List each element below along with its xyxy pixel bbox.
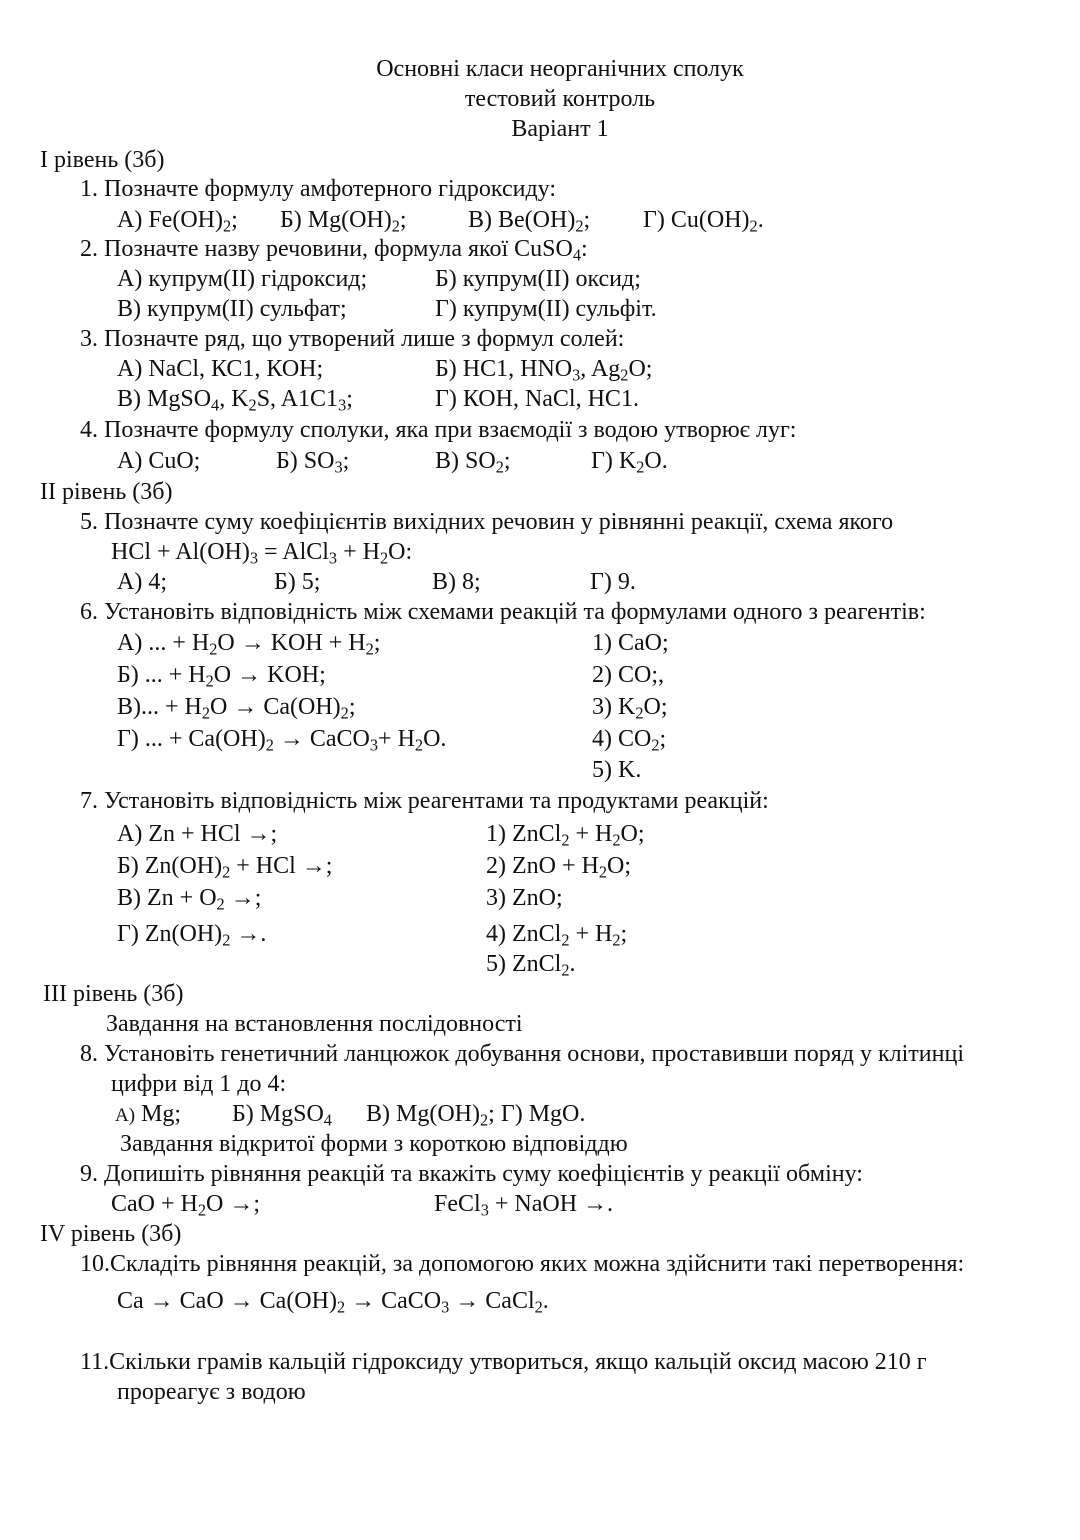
level-2-heading: ІІ рівень (3б) [40,479,173,505]
q1-option-a: А) $Fe(OH)_2$; [117,207,238,236]
question-number: 6. [80,599,98,625]
q6-right-2: 2) CO;, [592,662,664,688]
question-text: Позначте ряд, що утворений лише з формул солей: [104,326,625,352]
q7-right-4: 4) ZnCl$_2$ + $H_2$; [486,921,628,950]
question-9 [80,1162,863,1186]
question-text: Позначте суму коефіцієнтів вихідних речовин у рівнянні реакції, схема якого [104,509,894,535]
q1-option-b: Б) $Mg(OH)_2$; [280,207,407,236]
q2-option-d: Г) купрум(ІІ) сульфіт. [435,296,657,322]
q6-right-1: 1) CaO; [592,630,669,656]
q4-option-d: Г) $K_2O$. [591,448,668,477]
question-text: Позначте формулу сполуки, яка при взаємодії з водою утворює луг: [104,417,797,443]
q8-option-cd: В) $Mg(OH)_2$; Г) MgO. [366,1101,586,1130]
q6-left-c: В)... + $H_2O \to Ca(OH)_2$; [117,694,356,723]
q5-option-a: А) 4; [117,569,167,595]
level-3-heading: ІІІ рівень (3б) [43,981,184,1007]
variant-label: Варіант 1 [511,116,609,142]
task-type-sequence: Завдання на встановлення послідовності [106,1011,523,1037]
question-2 [80,236,588,265]
question-3 [80,327,624,351]
level-4-heading: ІV рівень (3б) [40,1221,182,1247]
question-5 [80,510,893,534]
q4-option-a: А) CuO; [117,448,201,474]
question-11 [80,1350,927,1374]
question-7 [80,789,769,813]
question-10 [80,1252,964,1276]
q10-chain: Ca → CaO → $Ca(OH)_2$ → CaCO$_3$ → CaCl$_2$. [117,1288,549,1317]
q5-option-d: Г) 9. [590,569,636,595]
q1-option-d: Г) $Cu(OH)_2$. [643,207,764,236]
q4-option-b: Б) $SO_3$; [276,448,350,477]
q3-option-b: Б) НС1, $HNO_3$, $Ag_2O$; [435,356,653,385]
q7-right-3: 3) ZnO; [486,885,563,911]
question-text: Позначте формулу амфотерного гідроксиду: [104,176,557,202]
q8-option-a: А) Mg; [115,1101,182,1127]
q6-right-3: 3) $K_2O$; [592,694,668,723]
question-text: Установіть відповідність між схемами реакцій та формулами одного з реагентів: [104,599,926,625]
question-text: Установіть відповідність між реагентами та продуктами реакцій: [104,788,769,814]
level-1-heading: І рівень (3б) [40,147,165,173]
q7-right-2: 2) ZnO + $H_2O$; [486,853,632,882]
q6-right-4: 4) $CO_2$; [592,726,667,755]
question-number: 3. [80,326,98,352]
question-text: Складіть рівняння реакцій, за допомогою яких можна здійснити такі перетворення: [110,1251,965,1277]
q4-option-c: В) $SO_2$; [435,448,511,477]
q2-option-a: А) купрум(ІІ) гідроксид; [117,266,368,292]
q2-option-c: В) купрум(ІІ) сульфат; [117,296,347,322]
question-number: 5. [80,509,98,535]
question-number: 11. [80,1349,110,1375]
q3-option-a: А) NaCl, КС1, КОН; [117,356,324,382]
q2-option-b: Б) купрум(ІІ) оксид; [435,266,641,292]
q5-option-c: В) 8; [432,569,481,595]
q7-left-a: А) Zn + HCl →; [117,821,278,847]
question-number: 7. [80,788,98,814]
q6-left-d: Г) ... + $Ca(OH)_2$ → CaCO$_3$+ $H_2O$. [117,726,447,755]
q1-option-c: В) $Be(OH)_2$; [468,207,591,236]
question-number: 1. [80,176,98,202]
question-4 [80,418,796,442]
q7-left-c: В) $Zn + O_2$ →; [117,885,262,914]
q7-left-b: Б) $Zn(OH)_2$ + HCl →; [117,853,333,882]
q9-equation-2: FeCl$_3$ + NaOH →. [434,1191,614,1220]
question-11-line2: прореагує з водою [117,1379,306,1405]
page-subtitle: тестовий контроль [464,86,656,112]
q5-equation: HCl + $Al(OH)_3$ = AlCl$_3$ + $H_2O$: [111,539,413,568]
question-8 [80,1042,964,1066]
q3-option-c: В) MgSO$_4$, $K_2S$, $A1C1_3$; [117,386,353,415]
q7-left-d: Г) $Zn(OH)_2$ →. [117,921,267,950]
q5-option-b: Б) 5; [274,569,321,595]
question-text: Позначте назву речовини, формула якої CuSO$_4$: [104,236,588,265]
question-text: Установіть генетичний ланцюжок добування основи, проставивши поряд у клітинці [104,1041,964,1067]
page-title: Основні класи неорганічних сполук [376,56,744,82]
q6-left-a: А) ... + $H_2O$ → KOH + $H_2$; [117,630,381,659]
question-text: Допишіть рівняння реакцій та вкажіть суму коефіцієнтів у реакції обміну: [104,1161,863,1187]
q3-option-d: Г) КОН, NaCl, НС1. [435,386,639,412]
question-8-line2: цифри від 1 до 4: [111,1071,287,1097]
question-number: 2. [80,236,98,262]
task-type-open: Завдання відкритої форми з короткою відповіддю [120,1131,628,1157]
q8-option-b: Б) MgSO$_4$ [232,1101,332,1130]
question-number: 9. [80,1161,98,1187]
question-text: Скільки грамів кальцій гідроксиду утвориться, якщо кальцій оксид масою 210 г [109,1349,927,1375]
q6-left-b: Б) ... + $H_2O$ → KOH; [117,662,326,691]
question-number: 8. [80,1041,98,1067]
question-number: 10. [80,1251,110,1277]
question-6 [80,600,926,624]
q6-right-5: 5) K. [592,757,642,783]
q7-right-1: 1) ZnCl$_2$ + $H_2O$; [486,821,645,850]
q9-equation-1: CaO + $H_2O$ →; [111,1191,261,1220]
question-1 [80,177,556,201]
question-number: 4. [80,417,98,443]
q7-right-5: 5) ZnCl$_2$. [486,951,576,980]
